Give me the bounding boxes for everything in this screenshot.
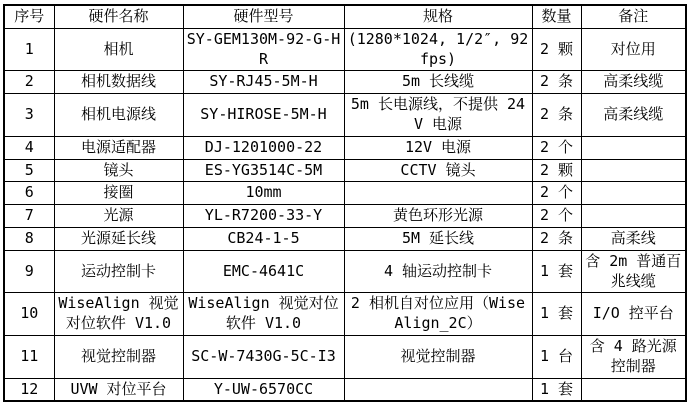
cell-note [581, 205, 686, 228]
cell-name: 接圈 [54, 182, 183, 205]
cell-note: I/O 控平台 [581, 293, 686, 336]
cell-index: 6 [4, 182, 54, 205]
cell-index: 7 [4, 205, 54, 228]
cell-qty: 2 颗 [532, 159, 581, 182]
cell-spec [344, 182, 532, 205]
cell-note: 高柔线 [581, 227, 686, 250]
cell-spec: 5m 长电源线，不提供 24V 电源 [344, 94, 532, 137]
cell-qty: 2 条 [532, 94, 581, 137]
table-row [4, 182, 686, 205]
cell-spec: 黄色环形光源 [344, 205, 532, 228]
cell-note [581, 159, 686, 182]
table-row [4, 205, 686, 228]
cell-index: 11 [4, 335, 54, 378]
table-row [4, 378, 686, 401]
cell-model: SY-RJ45-5M-H [183, 71, 344, 94]
cell-spec: 4 轴运动控制卡 [344, 250, 532, 293]
cell-name: UVW 对位平台 [54, 378, 183, 401]
table-header [4, 5, 686, 28]
cell-index: 5 [4, 159, 54, 182]
cell-name: 相机电源线 [54, 94, 183, 137]
cell-spec [344, 378, 532, 401]
col-header-name: 硬件名称 [54, 5, 183, 28]
cell-name: 光源 [54, 205, 183, 228]
table-row [4, 28, 686, 71]
hardware-table [3, 4, 687, 402]
cell-model: CB24-1-5 [183, 227, 344, 250]
cell-index: 10 [4, 293, 54, 336]
col-header-model: 硬件型号 [183, 5, 344, 28]
cell-name: 视觉控制器 [54, 335, 183, 378]
cell-model: EMC-4641C [183, 250, 344, 293]
cell-name: 电源适配器 [54, 136, 183, 159]
table-row [4, 250, 686, 293]
col-header-index: 序号 [4, 5, 54, 28]
header-row [4, 5, 686, 28]
col-header-note: 备注 [581, 5, 686, 28]
cell-note [581, 136, 686, 159]
cell-qty: 1 套 [532, 378, 581, 401]
cell-model: DJ-1201000-22 [183, 136, 344, 159]
cell-note [581, 182, 686, 205]
cell-note [581, 378, 686, 401]
table-body [4, 28, 686, 401]
cell-qty: 1 套 [532, 293, 581, 336]
table-row [4, 71, 686, 94]
cell-qty: 2 颗 [532, 28, 581, 71]
cell-note: 高柔线缆 [581, 94, 686, 137]
cell-model: YL-R7200-33-Y [183, 205, 344, 228]
cell-note: 对位用 [581, 28, 686, 71]
table-row [4, 94, 686, 137]
col-header-qty: 数量 [532, 5, 581, 28]
table-row [4, 293, 686, 336]
cell-model: SC-W-7430G-5C-I3 [183, 335, 344, 378]
cell-spec: 2 相机自对位应用（WiseAlign_2C） [344, 293, 532, 336]
cell-qty: 2 个 [532, 136, 581, 159]
cell-spec: CCTV 镜头 [344, 159, 532, 182]
col-header-spec: 规格 [344, 5, 532, 28]
cell-model: SY-HIROSE-5M-H [183, 94, 344, 137]
cell-name: 运动控制卡 [54, 250, 183, 293]
cell-spec: 5M 延长线 [344, 227, 532, 250]
cell-index: 2 [4, 71, 54, 94]
cell-model: SY-GEM130M-92-G-HR [183, 28, 344, 71]
cell-qty: 2 条 [532, 71, 581, 94]
table-row [4, 136, 686, 159]
cell-name: 相机数据线 [54, 71, 183, 94]
cell-name: 镜头 [54, 159, 183, 182]
table-row [4, 159, 686, 182]
cell-note: 含 4 路光源控制器 [581, 335, 686, 378]
cell-index: 8 [4, 227, 54, 250]
table-row [4, 227, 686, 250]
cell-index: 1 [4, 28, 54, 71]
cell-note: 高柔线缆 [581, 71, 686, 94]
cell-name: 光源延长线 [54, 227, 183, 250]
cell-qty: 1 台 [532, 335, 581, 378]
cell-name: WiseAlign 视觉对位软件 V1.0 [54, 293, 183, 336]
cell-model: Y-UW-6570CC [183, 378, 344, 401]
cell-spec: 5m 长线缆 [344, 71, 532, 94]
cell-index: 12 [4, 378, 54, 401]
cell-qty: 1 套 [532, 250, 581, 293]
cell-qty: 2 个 [532, 205, 581, 228]
cell-spec: 12V 电源 [344, 136, 532, 159]
cell-index: 3 [4, 94, 54, 137]
cell-note: 含 2m 普通百兆线缆 [581, 250, 686, 293]
cell-model: WiseAlign 视觉对位软件 V1.0 [183, 293, 344, 336]
cell-spec: 视觉控制器 [344, 335, 532, 378]
cell-qty: 2 个 [532, 182, 581, 205]
cell-model: 10mm [183, 182, 344, 205]
table-row [4, 335, 686, 378]
cell-qty: 2 条 [532, 227, 581, 250]
cell-model: ES-YG3514C-5M [183, 159, 344, 182]
cell-name: 相机 [54, 28, 183, 71]
cell-index: 9 [4, 250, 54, 293]
cell-spec: (1280*1024, 1/2″, 92fps) [344, 28, 532, 71]
cell-index: 4 [4, 136, 54, 159]
